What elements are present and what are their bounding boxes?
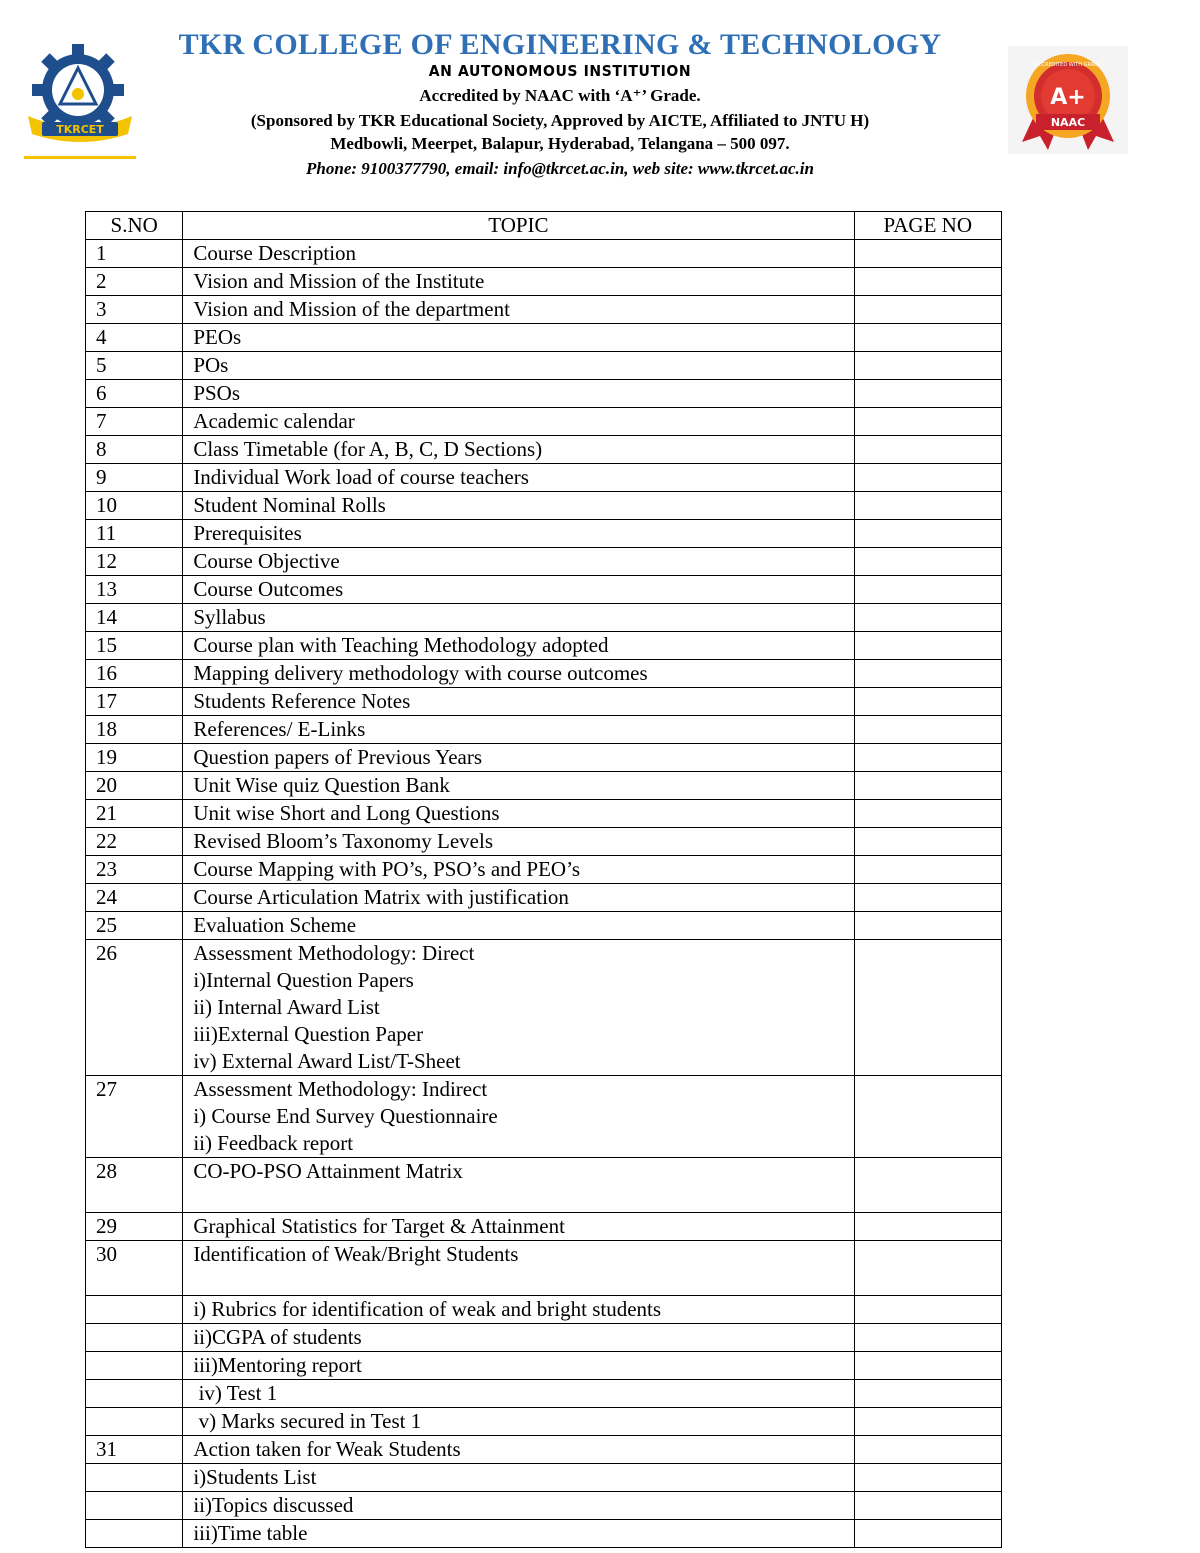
table-row	[86, 492, 1002, 520]
page-no-cell	[854, 408, 1002, 436]
topic-line: Mapping delivery methodology with course outcomes	[193, 661, 648, 685]
topic-cell	[183, 800, 854, 828]
topic-line: PSOs	[193, 381, 241, 405]
topic-cell	[183, 1296, 854, 1324]
table-header-row	[86, 212, 1002, 240]
sno-cell: 24	[86, 884, 183, 912]
topic-line: i) Course End Survey Questionnaire	[193, 1104, 498, 1128]
topic-cell	[183, 548, 854, 576]
table-row	[86, 576, 1002, 604]
topic-cell	[183, 884, 854, 912]
topic-cell	[183, 1464, 854, 1492]
page-no-cell	[854, 380, 1002, 408]
topic-cell	[183, 296, 854, 324]
topic-line: i)Students List	[193, 1465, 317, 1489]
topic-line: Assessment Methodology: Direct	[193, 941, 475, 965]
header-page-no: PAGE NO	[854, 212, 1002, 240]
page-no-cell	[854, 324, 1002, 352]
page-no-cell	[854, 1492, 1002, 1520]
sno-cell: 28	[86, 1158, 183, 1213]
sno-cell: 14	[86, 604, 183, 632]
topic-cell	[183, 940, 854, 1076]
topic-line: Vision and Mission of the Institute	[193, 269, 485, 293]
college-logo-icon	[20, 38, 140, 168]
sno-cell	[86, 1408, 183, 1436]
table-row	[86, 1436, 1002, 1464]
topic-cell	[183, 576, 854, 604]
topic-cell	[183, 1213, 854, 1241]
topic-cell	[183, 1158, 854, 1213]
topic-cell	[183, 464, 854, 492]
table-row	[86, 268, 1002, 296]
sno-cell: 21	[86, 800, 183, 828]
table-row	[86, 1352, 1002, 1380]
topic-cell	[183, 408, 854, 436]
topic-line: POs	[193, 353, 229, 377]
page-no-cell	[854, 1158, 1002, 1213]
badge-label: NAAC	[1050, 116, 1086, 129]
topic-cell	[183, 268, 854, 296]
table-row	[86, 800, 1002, 828]
sponsor-line: (Sponsored by TKR Educational Society, Approved by AICTE, Affiliated to JNTU H)	[250, 111, 870, 130]
topic-cell	[183, 744, 854, 772]
page-no-cell	[854, 548, 1002, 576]
table-row	[86, 1380, 1002, 1408]
topic-cell	[183, 1492, 854, 1520]
topic-line: Unit Wise quiz Question Bank	[193, 773, 450, 797]
sno-cell	[86, 1296, 183, 1324]
page-no-cell	[854, 576, 1002, 604]
topic-line: ii)CGPA of students	[193, 1325, 362, 1349]
page-no-cell	[854, 1436, 1002, 1464]
page-no-cell	[854, 296, 1002, 324]
page-no-cell	[854, 912, 1002, 940]
page-no-cell	[854, 744, 1002, 772]
topic-line: Evaluation Scheme	[193, 913, 357, 937]
topic-line: Individual Work load of course teachers	[193, 465, 529, 489]
topic-line: Academic calendar	[193, 409, 355, 433]
sno-cell	[86, 1464, 183, 1492]
sno-cell: 13	[86, 576, 183, 604]
sno-cell: 3	[86, 296, 183, 324]
page-no-cell	[854, 660, 1002, 688]
topic-cell	[183, 716, 854, 744]
letterhead	[0, 0, 1200, 200]
table-row	[86, 744, 1002, 772]
topic-cell	[183, 1352, 854, 1380]
college-name: TKR COLLEGE OF ENGINEERING & TECHNOLOGY	[178, 28, 942, 61]
sno-cell	[86, 1324, 183, 1352]
table-row	[86, 1213, 1002, 1241]
topic-cell	[183, 520, 854, 548]
topic-line: Course Articulation Matrix with justification	[193, 885, 569, 909]
table-row	[86, 660, 1002, 688]
page-no-cell	[854, 632, 1002, 660]
page-no-cell	[854, 520, 1002, 548]
table-row	[86, 520, 1002, 548]
topic-line: Prerequisites	[193, 521, 302, 545]
topic-line: ii) Feedback report	[193, 1131, 354, 1155]
topic-cell	[183, 1324, 854, 1352]
topic-line: i)Internal Question Papers	[193, 968, 414, 992]
topic-cell	[183, 632, 854, 660]
sno-cell	[86, 1520, 183, 1548]
topic-cell	[183, 856, 854, 884]
page-no-cell	[854, 464, 1002, 492]
page-no-cell	[854, 1296, 1002, 1324]
sno-cell: 16	[86, 660, 183, 688]
topic-line: Question papers of Previous Years	[193, 745, 483, 769]
page-no-cell	[854, 1076, 1002, 1158]
topic-line: References/ E-Links	[193, 717, 366, 741]
sno-cell: 1	[86, 240, 183, 268]
page-no-cell	[854, 1241, 1002, 1296]
topic-line: Graphical Statistics for Target & Attainment	[193, 1214, 565, 1238]
topic-cell	[183, 492, 854, 520]
page-no-cell	[854, 856, 1002, 884]
topic-cell	[183, 1520, 854, 1548]
table-row	[86, 464, 1002, 492]
table-row	[86, 716, 1002, 744]
topic-line: Action taken for Weak Students	[193, 1437, 461, 1461]
topic-line: Course Objective	[193, 549, 340, 573]
table-row	[86, 604, 1002, 632]
sno-cell: 12	[86, 548, 183, 576]
table-row	[86, 352, 1002, 380]
topic-line: Vision and Mission of the department	[193, 297, 510, 321]
topic-line: Course Description	[193, 241, 357, 265]
topic-line: ii)Topics discussed	[193, 1493, 354, 1517]
sno-cell: 31	[86, 1436, 183, 1464]
table-row	[86, 772, 1002, 800]
table-row	[86, 1241, 1002, 1296]
table-row	[86, 912, 1002, 940]
table-row	[86, 408, 1002, 436]
topic-cell	[183, 1076, 854, 1158]
topic-line: Student Nominal Rolls	[193, 493, 386, 517]
topic-cell	[183, 912, 854, 940]
page-no-cell	[854, 772, 1002, 800]
contents-table	[85, 211, 1002, 1548]
table-row	[86, 1464, 1002, 1492]
topic-cell	[183, 352, 854, 380]
sno-cell: 22	[86, 828, 183, 856]
sno-cell	[86, 1352, 183, 1380]
page-no-cell	[854, 1408, 1002, 1436]
table-row	[86, 828, 1002, 856]
table-row	[86, 688, 1002, 716]
sno-cell: 23	[86, 856, 183, 884]
page-no-cell	[854, 492, 1002, 520]
table-row	[86, 1076, 1002, 1158]
topic-line: Course Outcomes	[193, 577, 344, 601]
topic-line: i) Rubrics for identification of weak and bright students	[193, 1297, 662, 1321]
sno-cell: 6	[86, 380, 183, 408]
sno-cell: 19	[86, 744, 183, 772]
sno-cell	[86, 1492, 183, 1520]
page-no-cell	[854, 1520, 1002, 1548]
topic-cell	[183, 1408, 854, 1436]
table-row	[86, 1324, 1002, 1352]
topic-cell	[183, 380, 854, 408]
institution-status: AN AUTONOMOUS INSTITUTION	[428, 63, 692, 81]
sno-cell: 11	[86, 520, 183, 548]
table-row	[86, 436, 1002, 464]
table-row	[86, 296, 1002, 324]
topic-line: iii)Time table	[193, 1521, 308, 1545]
page-no-cell	[854, 268, 1002, 296]
table-body	[86, 240, 1002, 1548]
table-row	[86, 1492, 1002, 1520]
page-no-cell	[854, 1352, 1002, 1380]
page-no-cell	[854, 352, 1002, 380]
sno-cell: 17	[86, 688, 183, 716]
topic-line: Course plan with Teaching Methodology adopted	[193, 633, 609, 657]
table-row	[86, 1520, 1002, 1548]
page-no-cell	[854, 604, 1002, 632]
table-row	[86, 1158, 1002, 1213]
topic-line: Assessment Methodology: Indirect	[193, 1077, 488, 1101]
sno-cell: 26	[86, 940, 183, 1076]
page-no-cell	[854, 1213, 1002, 1241]
sno-cell: 2	[86, 268, 183, 296]
sno-cell: 10	[86, 492, 183, 520]
header-sno: S.NO	[86, 212, 183, 240]
topic-line	[193, 1185, 853, 1212]
page-no-cell	[854, 828, 1002, 856]
sno-cell: 25	[86, 912, 183, 940]
page-no-cell	[854, 884, 1002, 912]
topic-cell	[183, 1241, 854, 1296]
topic-line: Identification of Weak/Bright Students	[193, 1242, 519, 1266]
table-row	[86, 324, 1002, 352]
topic-line	[193, 1268, 853, 1295]
sno-cell: 30	[86, 1241, 183, 1296]
logo-text: TKRCET	[56, 123, 104, 136]
sno-cell: 29	[86, 1213, 183, 1241]
sno-cell	[86, 1380, 183, 1408]
address-line: Medbowli, Meerpet, Balapur, Hyderabad, Telangana – 500 097.	[330, 134, 790, 153]
page-no-cell	[854, 240, 1002, 268]
topic-cell	[183, 240, 854, 268]
sno-cell: 4	[86, 324, 183, 352]
topic-line: Revised Bloom’s Taxonomy Levels	[193, 829, 494, 853]
topic-line: iii)Mentoring report	[193, 1353, 362, 1377]
page-no-cell	[854, 716, 1002, 744]
topic-cell	[183, 436, 854, 464]
topic-cell	[183, 828, 854, 856]
table-row	[86, 884, 1002, 912]
table-row	[86, 1408, 1002, 1436]
page-no-cell	[854, 800, 1002, 828]
table-row	[86, 940, 1002, 1076]
table-row	[86, 1296, 1002, 1324]
topic-cell	[183, 1380, 854, 1408]
topic-cell	[183, 1436, 854, 1464]
badge-ring-text: ACCREDITED WITH GRADE	[1034, 62, 1102, 68]
sno-cell: 27	[86, 1076, 183, 1158]
accreditation-line: Accredited by NAAC with ‘A⁺’ Grade.	[419, 86, 701, 105]
header-topic: TOPIC	[183, 212, 854, 240]
page-no-cell	[854, 688, 1002, 716]
topic-line: Course Mapping with PO’s, PSO’s and PEO’s	[193, 857, 581, 881]
topic-cell	[183, 772, 854, 800]
table-row	[86, 380, 1002, 408]
contact-line: Phone: 9100377790, email: info@tkrcet.ac.in, web site: www.tkrcet.ac.in	[306, 159, 814, 178]
topic-line: Syllabus	[193, 605, 266, 629]
topic-cell	[183, 660, 854, 688]
topic-line: Class Timetable (for A, B, C, D Sections)	[193, 437, 543, 461]
page-no-cell	[854, 940, 1002, 1076]
topic-line: Students Reference Notes	[193, 689, 411, 713]
topic-line: iii)External Question Paper	[193, 1022, 424, 1046]
sno-cell: 9	[86, 464, 183, 492]
sno-cell: 8	[86, 436, 183, 464]
table-row	[86, 240, 1002, 268]
sno-cell: 5	[86, 352, 183, 380]
badge-grade: A+	[1050, 85, 1086, 110]
page-no-cell	[854, 1464, 1002, 1492]
page-no-cell	[854, 1324, 1002, 1352]
table-row	[86, 548, 1002, 576]
topic-line: iv) External Award List/T-Sheet	[193, 1049, 461, 1073]
table-row	[86, 632, 1002, 660]
naac-badge-icon	[1008, 46, 1128, 154]
topic-line: Unit wise Short and Long Questions	[193, 801, 500, 825]
page-no-cell	[854, 436, 1002, 464]
topic-line: iv) Test 1	[193, 1381, 278, 1405]
sno-cell: 7	[86, 408, 183, 436]
topic-line: v) Marks secured in Test 1	[193, 1409, 422, 1433]
sno-cell: 15	[86, 632, 183, 660]
table-row	[86, 856, 1002, 884]
page-no-cell	[854, 1380, 1002, 1408]
topic-cell	[183, 324, 854, 352]
topic-cell	[183, 688, 854, 716]
topic-cell	[183, 604, 854, 632]
topic-line: CO-PO-PSO Attainment Matrix	[193, 1159, 463, 1183]
sno-cell: 20	[86, 772, 183, 800]
topic-line: ii) Internal Award List	[193, 995, 380, 1019]
topic-line: PEOs	[193, 325, 242, 349]
sno-cell: 18	[86, 716, 183, 744]
